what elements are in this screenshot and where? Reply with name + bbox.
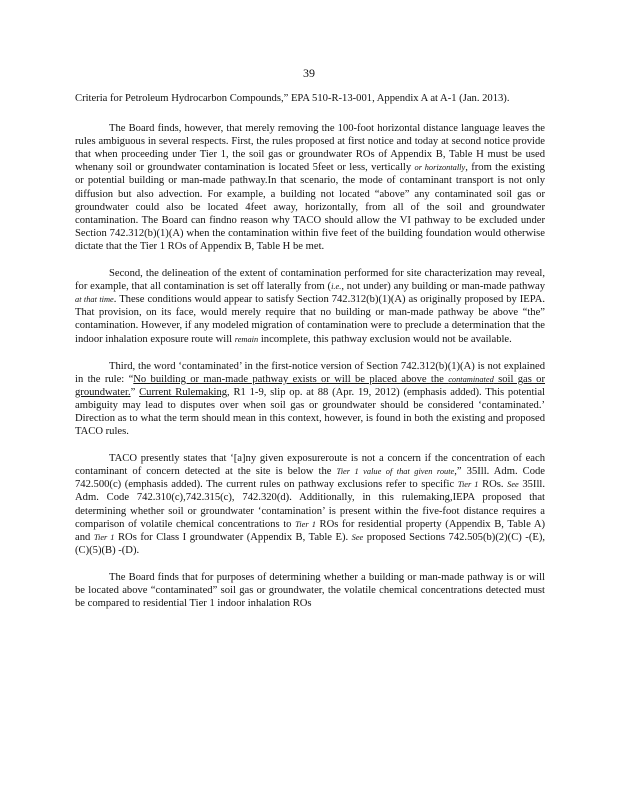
text-segment: TACO presently states that ‘[a]ny given exposureroute is not a concern if the concentration of each contaminant of concern detected at the site is below the — [75, 453, 545, 478]
paragraph-second-delineation — [75, 267, 545, 346]
paragraph-taco-presently — [75, 452, 545, 557]
text-segment: , R1 1-9, slip op. at 88 (Apr. 19, 2012) (emphasis added). This potential ambiguity may lead to disputes over when soil gas or groundwater should be considered ‘contaminated.’ Direction as to what the term should mean in this context, however, is found in both the existing and proposed TACO rules. — [75, 386, 545, 438]
page-number: 39 — [303, 66, 315, 80]
text-segment: , from the existing or potential building or man-made pathway.In that scenario, the mode of contaminant transport is not only diffusion but also advection. For example, a building not located “above” any contaminated soil gas or groundwater could also be located 4feet away, horizontally, from all of the soil and groundwater contamination. The Board can findno reason why TACO should allow the VI pathway to be excluded under Section 742.312(b)(1)(A) when the contamination within five feet of the building foundation would otherwise dictate that the Tier 1 ROs of Appendix B, Table H be met. — [75, 162, 545, 252]
text-segment: Tier 1 — [295, 519, 316, 529]
text-segment: Current Rulemaking — [139, 386, 228, 398]
text-segment: Third, the word ‘contaminated’ in the first-notice version of Section 742.312(b)(1)(A) is not explained in the rule: “ — [75, 360, 545, 385]
text-segment: ” — [130, 386, 140, 398]
text-segment: ,” 35Ill. Adm. Code 742.500(c) (emphasis added). The current rules on pathway exclusions refer to specific — [75, 466, 545, 491]
document-body — [75, 92, 545, 624]
text-segment: No building or man-made pathway exists or will be placed above the — [133, 373, 449, 385]
paragraph-third-contaminated — [75, 360, 545, 439]
text-segment: Tier 1 — [457, 480, 479, 490]
paragraph-continuation — [75, 92, 545, 105]
text-segment: incomplete, this pathway exclusion would not be available. — [258, 333, 512, 345]
text-segment: or horizontally — [414, 163, 466, 173]
text-segment: See — [507, 480, 519, 490]
text-segment: Second, the delineation of the extent of contamination performed for site characterization may reveal, for example, that all contamination is set off laterally from ( — [75, 268, 545, 293]
text-segment: Tier 1 value of that given route — [336, 467, 455, 477]
text-segment: contaminated — [448, 374, 494, 384]
text-segment: The Board finds, however, that merely removing the 100-foot horizontal distance language leaves the rules ambiguous in several respects. First, the rules proposed at first notice and today at second notice provide that when proceeding under Tier 1, the soil gas or groundwater ROs of Appendix B, Table H must be used whenany soil or groundwater contamination is located 5feet or less, vertically — [75, 123, 545, 174]
text-segment: ROs for residential property (Appendix B, Table A) and — [75, 518, 546, 543]
text-segment: proposed Sections 742.505(b)(2)(C) -(E), (C)(5)(B) -(D). — [75, 531, 545, 556]
text-segment: i.e. — [331, 282, 342, 292]
text-segment: at that time — [75, 295, 114, 305]
text-segment: remain — [234, 334, 259, 344]
text-segment: The Board finds that for purposes of determining whether a building or man-made pathway is or will be located above “contaminated” soil gas or groundwater, the volatile chemical concentrations detected must be compared to residential Tier 1 indoor inhalation ROs — [75, 571, 545, 610]
text-segment: soil gas or groundwater. — [75, 373, 546, 398]
text-segment: See — [351, 532, 364, 542]
text-segment: ROs for Class I groundwater (Appendix B, Table E). — [114, 531, 352, 543]
paragraph-board-finds-purposes — [75, 571, 545, 610]
text-segment: . These conditions would appear to satisfy Section 742.312(b)(1)(A) as originally proposed by IEPA. That provision, on its face, would merely require that no building or man-made pathway be above “the” contamination. However, if any modeled migration of contamination were to preclude a determination that the indoor inhalation exposure route will — [75, 294, 545, 345]
paragraph-board-finds-ambiguous — [75, 122, 545, 253]
text-segment: Criteria for Petroleum Hydrocarbon Compounds,” EPA 510-R-13-001, Appendix A at A-1 (Jan. 2013). — [75, 93, 510, 104]
text-segment: ROs. — [478, 479, 508, 491]
text-segment: Tier 1 — [93, 532, 115, 542]
text-segment: , not under) any building or man-made pathway — [341, 281, 546, 293]
text-segment: 35Ill. Adm. Code 742.310(c),742.315(c), 742.320(d). Additionally, in this rulemaking,IEPA proposed that determining whether soil or groundwater ‘contamination’ is present within the five-foot distance requires a comparison of volatile chemical concentrations to — [75, 479, 545, 530]
